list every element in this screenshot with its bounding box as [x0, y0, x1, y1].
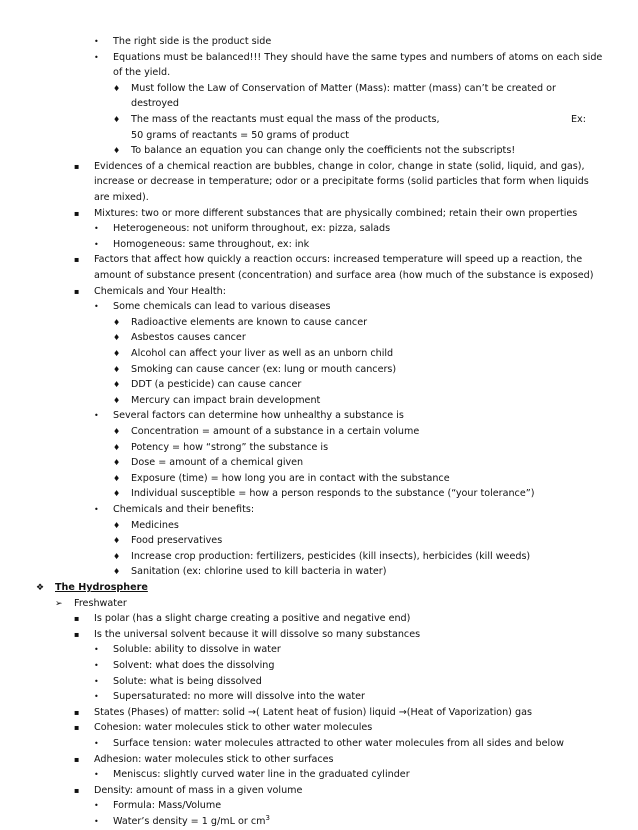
text-line: Factors that affect how quickly a reaction occurs: increased temperature will speed up a reaction, the: [94, 254, 583, 266]
list-item: DDT (a pesticide) can cause cancer: [131, 379, 302, 391]
text-line: 50 grams of reactants = 50 grams of product: [131, 129, 350, 141]
text-line: amount of substance present (concentration) and surface area (how much of the substance is exposed): [94, 270, 594, 281]
text-line: Is polar (has a slight charge creating a positive and negative end): [94, 613, 411, 625]
text-line: The right side is the product side: [113, 36, 272, 47]
round-bullet: •: [94, 224, 99, 234]
diamond-bullet: ♦: [113, 536, 121, 546]
arrow-bullet: ➢: [55, 598, 63, 609]
diamond-bullet: ♦: [113, 489, 121, 499]
round-bullet: •: [94, 739, 99, 748]
text-line: Equations must be balanced!!! They should have the same types and numbers of atoms on each side: [113, 51, 603, 63]
text-line: Cohesion: water molecules stick to other water molecules: [94, 722, 373, 734]
list-item: Water’s density = 1 g/mL or $cm^3$: [113, 813, 270, 827]
text-line: Adhesion: water molecules stick to other surfaces: [94, 753, 334, 765]
diamond-bullet: ♦: [113, 317, 121, 327]
square-bullet: ▪: [74, 614, 80, 624]
square-bullet: ▪: [74, 754, 80, 764]
text-line: of the yield.: [113, 67, 171, 79]
text-line: [94, 705, 532, 721]
round-bullet: •: [94, 661, 99, 670]
text-line: Density: amount of mass in a given volume: [94, 784, 303, 796]
text-line: increase or decrease in temperature; odor or a precipitate forms (solid particles that form when liquids: [94, 176, 589, 188]
list-item: Exposure (time) = how long you are in contact with the substance: [131, 472, 450, 484]
diamond-bullet: ♦: [113, 349, 121, 358]
list-item: Soluble: ability to dissolve in water: [113, 644, 281, 656]
square-bullet: ▪: [74, 723, 80, 733]
states-part: States (Phases) of matter: solid: [94, 706, 248, 718]
diamond-bullet: ♦: [113, 520, 121, 530]
text-line: The mass of the reactants must equal the mass of the products,: [131, 114, 440, 125]
list-item: Smoking can cause cancer (ex: lung or mouth cancers): [131, 363, 397, 375]
text-line: Mixtures: two or more different substances that are physically combined; retain their own properties: [94, 207, 578, 219]
list-item: Solvent: what does the dissolving: [113, 660, 275, 671]
list-item: Potency = how “strong” the substance is: [131, 441, 329, 453]
list-item: Food preservatives: [131, 535, 223, 547]
diamond-bullet: ♦: [113, 364, 121, 374]
states-part: (Heat of Vaporization) gas: [406, 706, 532, 718]
states-part: ( Latent heat of fusion) liquid: [256, 706, 399, 718]
text-line: Evidences of a chemical reaction are bubbles, change in color, change in state (solid, liquid, and gas),: [94, 160, 585, 172]
list-item: Sanitation (ex: chlorine used to kill bacteria in water): [131, 566, 387, 578]
text-line: Must follow the Law of Conservation of Matter (Mass): matter (mass) can’t be created or: [131, 82, 556, 94]
list-item: Formula: Mass/Volume: [113, 800, 222, 812]
round-bullet: •: [94, 801, 99, 811]
right-arrow-icon: →: [398, 706, 407, 718]
diamond-bullet: ♦: [113, 333, 121, 343]
round-bullet: •: [94, 505, 99, 514]
round-bullet: •: [94, 302, 99, 312]
diamond-bullet: ♦: [113, 458, 121, 468]
list-item: Alcohol can affect your liver as well as an unborn child: [131, 348, 394, 359]
diamond-bullet: ♦: [113, 442, 121, 452]
text-line: Some chemicals can lead to various diseases: [113, 301, 331, 313]
round-bullet: •: [94, 411, 99, 421]
diamond-bullet: ♦: [113, 473, 121, 483]
round-bullet: •: [94, 676, 99, 686]
four-diamond-bullet: ❖: [36, 583, 45, 593]
round-bullet: •: [94, 770, 99, 780]
text-line: Chemicals and Your Health:: [94, 285, 226, 297]
round-bullet: •: [94, 692, 99, 702]
text-line: Heterogeneous: not uniform throughout, ex: pizza, salads: [113, 223, 391, 235]
diamond-bullet: ♦: [113, 551, 121, 561]
list-item: Dose = amount of a chemical given: [131, 457, 304, 469]
diamond-bullet: ♦: [113, 146, 121, 156]
text-line: Is the universal solvent because it will dissolve so many substances: [94, 628, 421, 640]
square-bullet: ▪: [74, 286, 80, 296]
list-item: Surface tension: water molecules attracted to other water molecules from all sides and below: [113, 738, 564, 749]
square-bullet: ▪: [74, 707, 80, 717]
list-item: Mercury can impact brain development: [131, 394, 321, 406]
round-bullet: •: [94, 37, 99, 46]
list-item: Individual susceptible = how a person responds to the substance (“your tolerance”): [131, 488, 535, 500]
right-arrow-icon: →: [247, 706, 257, 718]
round-bullet: •: [94, 817, 99, 826]
round-bullet: •: [94, 645, 99, 655]
diamond-bullet: ♦: [113, 380, 121, 390]
list-item: Increase crop production: fertilizers, pesticides (kill insects), herbicides (kill weeds): [131, 550, 531, 562]
text-line: To balance an equation you can change only the coefficients not the subscripts!: [131, 145, 516, 157]
text-line: are mixed).: [94, 192, 149, 203]
diamond-bullet: ♦: [113, 567, 121, 577]
square-bullet: ▪: [74, 785, 80, 795]
square-bullet: ▪: [74, 255, 80, 265]
text-line: Several factors can determine how unhealthy a substance is: [113, 410, 404, 422]
list-item: Radioactive elements are known to cause cancer: [131, 316, 368, 328]
text-line: destroyed: [131, 98, 180, 110]
list-item: Supersaturated: no more will dissolve into the water: [113, 691, 365, 703]
text-line: Ex:: [571, 114, 586, 125]
diamond-bullet: ♦: [113, 83, 121, 93]
superscript: 3: [265, 813, 270, 822]
text-line: Homogeneous: same throughout, ex: ink: [113, 238, 310, 250]
square-bullet: ▪: [74, 208, 80, 218]
round-bullet: •: [94, 239, 99, 249]
subsection-heading: Freshwater: [74, 597, 127, 609]
text-line: Chemicals and their benefits:: [113, 504, 255, 515]
list-item: Concentration = amount of a substance in a certain volume: [131, 426, 420, 437]
square-bullet: ▪: [74, 161, 80, 171]
section-heading: The Hydrosphere: [55, 582, 148, 593]
list-item: Solute: what is being dissolved: [113, 675, 262, 687]
diamond-bullet: ♦: [113, 115, 121, 124]
list-item: Asbestos causes cancer: [131, 332, 246, 344]
square-bullet: ▪: [74, 629, 80, 639]
diamond-bullet: ♦: [113, 395, 121, 405]
list-item: Meniscus: slightly curved water line in the graduated cylinder: [113, 769, 410, 781]
diamond-bullet: ♦: [113, 427, 121, 436]
list-item: Medicines: [131, 519, 179, 531]
round-bullet: •: [94, 52, 99, 62]
